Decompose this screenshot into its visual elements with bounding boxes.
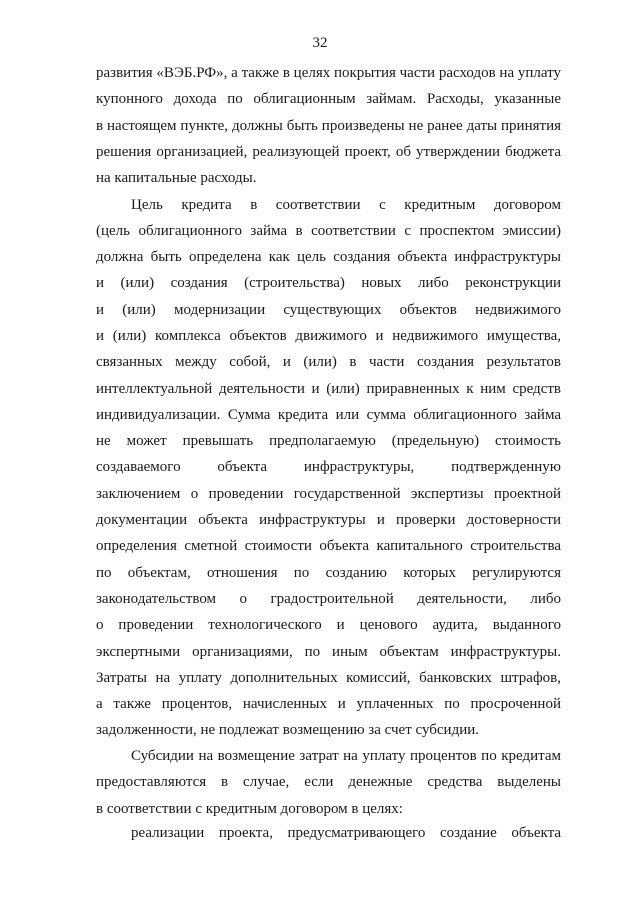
text-line: реализации проекта, предусматривающего создание объекта <box>131 825 561 841</box>
text-line: купонного дохода по облигационным займам. Расходы, указанные <box>96 91 561 108</box>
text-line: и (или) модернизации существующих объектов недвижимого <box>96 301 561 318</box>
text-line: о проведении технологического и ценового аудита, выданного <box>96 617 561 634</box>
paragraph-3 <box>96 743 561 822</box>
text-line: документации объекта инфраструктуры и проверки достоверности <box>96 512 561 529</box>
text-line: (цель облигационного займа в соответствии с проспектом эмиссии) <box>96 222 561 239</box>
text-line: не может превышать предполагаемую (предельную) стоимость <box>96 433 561 450</box>
text-line: в соответствии с кредитным договором в целях: <box>96 800 403 817</box>
text-line: предоставляются в случае, если денежные средства выделены <box>96 774 561 791</box>
text-line: экспертными организациями, по иным объектам инфраструктуры. <box>96 643 561 660</box>
paragraph-1 <box>96 60 561 191</box>
page-number: 32 <box>312 35 328 51</box>
text-line: интеллектуальной деятельности и (или) приравненных к ним средств <box>96 380 561 397</box>
text-line: Субсидии на возмещение затрат на уплату процентов по кредитам <box>131 748 561 764</box>
text-line: законодательством о градостроительной деятельности, либо <box>96 590 561 607</box>
text-line: развития «ВЭБ.РФ», а также в целях покрытия части расходов на уплату <box>96 65 561 81</box>
text-line: и (или) создания (строительства) новых либо реконструкции <box>96 275 561 292</box>
text-line: Затраты на уплату дополнительных комиссий, банковских штрафов, <box>96 669 561 686</box>
text-line: задолженности, не подлежат возмещению за счет субсидии. <box>96 722 480 739</box>
text-line: создаваемого объекта инфраструктуры, подтвержденную <box>96 459 561 476</box>
text-line: определения сметной стоимости объекта капитального строительства <box>96 538 561 555</box>
text-line: индивидуализации. Сумма кредита или сумма облигационного займа <box>96 406 561 423</box>
text-line: должна быть определена как цель создания объекта инфраструктуры <box>96 249 561 266</box>
text-line: связанных между собой, и (или) в части создания результатов <box>96 354 561 371</box>
text-line: на капитальные расходы. <box>96 170 257 187</box>
paragraph-4 <box>96 820 561 846</box>
paragraph-2 <box>96 192 561 744</box>
text-line: а также процентов, начисленных и уплаченных по просроченной <box>96 696 561 713</box>
text-line: по объектам, отношения по созданию которых регулируются <box>96 564 561 581</box>
text-line: заключением о проведении государственной экспертизы проектной <box>96 485 561 502</box>
text-line: Цель кредита в соответствии с кредитным договором <box>131 196 561 213</box>
text-line: в настоящем пункте, должны быть произведены не ранее даты принятия <box>96 117 561 134</box>
text-line: решения организацией, реализующей проект, об утверждении бюджета <box>96 143 561 160</box>
text-line: и (или) комплекса объектов движимого и недвижимого имущества, <box>96 327 561 344</box>
